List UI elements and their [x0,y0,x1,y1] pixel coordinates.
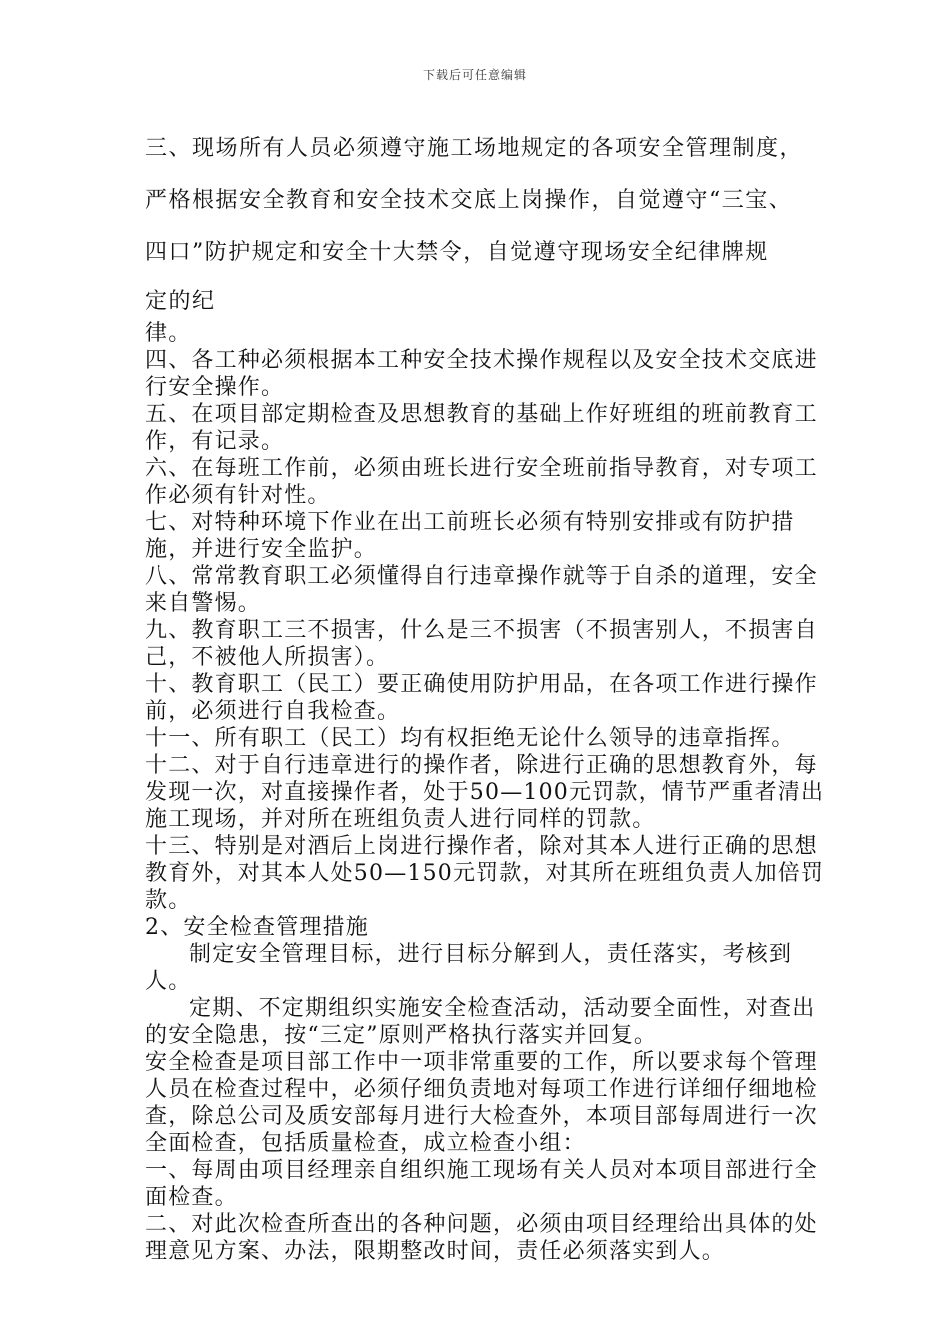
header-note: 下载后可任意编辑 [422,68,527,82]
body-section [145,320,835,1265]
paragraph: 定期、不定期组织实施安全检查活动，活动要全面性，对查出的安全隐患，按“三定”原则严格执行落实并回复。 [145,996,816,1048]
paragraph: 一、每周由项目经理亲自组织施工现场有关人员对本项目部进行全面检查。 [145,1158,818,1210]
spaced-line: 三、现场所有人员必须遵守施工场地规定的各项安全管理制度， [145,136,804,161]
paragraph: 七、对特种环境下作业在出工前班长必须有特别安排或有防护措施，并进行安全监护。 [145,510,795,562]
paragraph: 九、教育职工三不损害，什么是三不损害（不损害别人，不损害自己，不被他人所损害）。 [145,618,818,670]
spaced-line: 严格根据安全教育和安全技术交底上岗操作，自觉遵守“三宝、 [145,188,793,213]
paragraph: 安全检查是项目部工作中一项非常重要的工作，所以要求每个管理人员在检查过程中，必须仔细负责地对每项工作进行详细仔细地检查，除总公司及质安部每月进行大检查外，本项目部每周进行一次全面检查，包括质量检查，成立检查小组： [145,1050,818,1156]
paragraph: 十一、所有职工（民工）均有权拒绝无论什么领导的违章指挥。 [145,726,795,751]
paragraph: 十、教育职工（民工）要正确使用防护用品，在各项工作进行操作前，必须进行自我检查。 [145,672,818,724]
paragraph: 二、对此次检查所查出的各种问题，必须由项目经理给出具体的处理意见方案、办法，限期整改时间，责任必须落实到人。 [145,1212,818,1264]
spaced-line: 定的纪 [145,289,216,314]
paragraph: 六、在每班工作前，必须由班长进行安全班前指导教育，对专项工作必须有针对性。 [145,456,818,508]
spaced-section [145,128,835,320]
paragraph: 制定安全管理目标，进行目标分解到人，责任落实，考核到人。 [145,942,793,994]
spaced-line: 四口”防护规定和安全十大禁令，自觉遵守现场安全纪律牌规 [145,240,769,265]
paragraph: 十三、特别是对酒后上岗进行操作者，除对其本人进行正确的思想教育外，对其本人处50—150元罚款，对其所在班组负责人加倍罚款。 [145,834,825,913]
paragraph: 四、各工种必须根据本工种安全技术操作规程以及安全技术交底进行安全操作。 [145,348,818,400]
paragraph: 律。 [145,321,192,346]
paragraph: 2、安全检查管理措施 [145,915,369,940]
paragraph: 五、在项目部定期检查及思想教育的基础上作好班组的班前教育工作，有记录。 [145,402,818,454]
paragraph: 十二、对于自行违章进行的操作者，除进行正确的思想教育外，每发现一次，对直接操作者，处于50—100元罚款，情节严重者清出施工现场，并对所在班组负责人进行同样的罚款。 [145,753,825,832]
paragraph: 八、常常教育职工必须懂得自行违章操作就等于自杀的道理，安全来自警惕。 [145,564,818,616]
document-body [145,128,835,1265]
